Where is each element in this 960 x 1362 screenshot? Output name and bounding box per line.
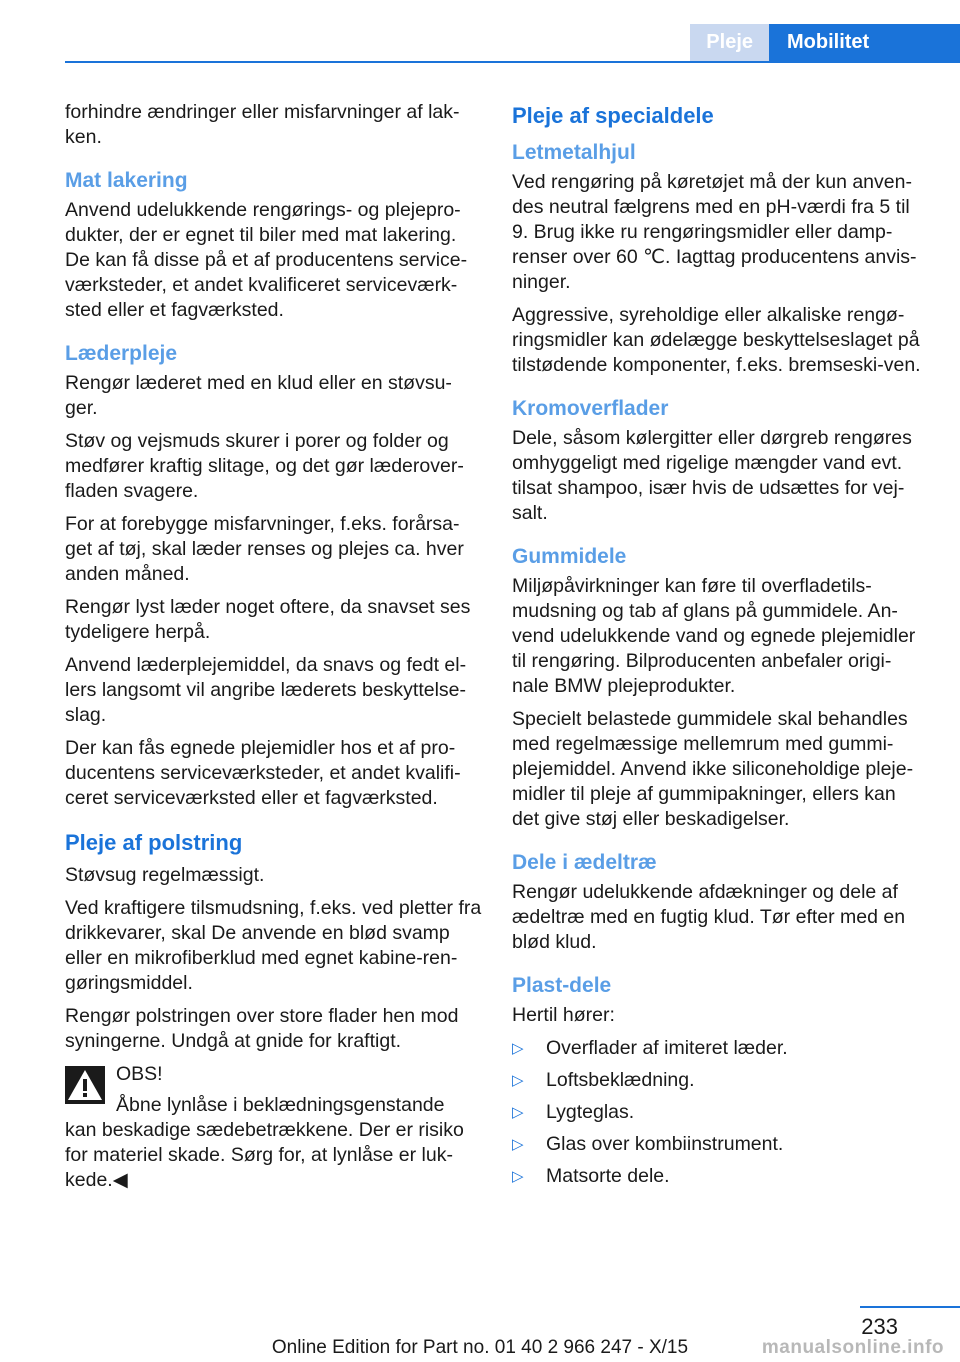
page-number: 233 [861, 1314, 898, 1339]
footer-edition-text: Online Edition for Part no. 01 40 2 966 247 - X/15 [271, 1337, 689, 1358]
header-rule [65, 61, 960, 63]
letmetal-paragraph-2: Aggressive, syreholdige eller alkaliske rengø-ringsmidler kan ødelægge beskyttelseslaget på tilstødende komponenter, f.eks. bremseski-ven. [512, 304, 921, 376]
triangle-bullet-icon: ▷ [512, 1104, 524, 1121]
left-column [65, 100, 483, 1201]
list-item: ▷ Matsorte dele. [512, 1165, 670, 1187]
triangle-bullet-icon: ▷ [512, 1072, 524, 1089]
laeder-paragraph-5: Anvend læderplejemiddel, da snavs og fedt el-lers langsomt vil angribe læderets beskyttelse-slag. [65, 654, 467, 726]
laeder-paragraph-4: Rengør lyst læder noget oftere, da snavset ses tydeligere herpå. [65, 596, 471, 643]
header-tabs [690, 24, 960, 61]
list-item: ▷ Loftsbeklædning. [512, 1069, 695, 1091]
right-column [512, 100, 927, 1196]
heading-pleje-af-polstring: Pleje af polstring [65, 830, 243, 855]
tab-pleje[interactable]: Pleje [690, 24, 769, 61]
warning-first-line: Åbne lynlåse i beklædningsgenstande [116, 1094, 445, 1116]
warning-triangle-icon [65, 1066, 105, 1104]
warning-title: OBS! [116, 1063, 163, 1085]
laeder-paragraph-2: Støv og vejsmuds skurer i porer og folder og medfører kraftig slitage, og det gør læderover-fladen svagere. [65, 430, 464, 502]
warning-text: kan beskadige sædebetrækkene. Der er risiko for materiel skade. Sørg for, at lynlåse er luk-kede.◀ [65, 1119, 464, 1191]
intro-paragraph: forhindre ændringer eller misfarvninger af lak-ken. [65, 101, 460, 148]
laeder-paragraph-6: Der kan fås egnede plejemidler hos et af pro-ducentens serviceværksteder, et andet kvalifi-ceret serviceværksted eller et fagværksted. [65, 737, 461, 809]
watermark: manualsonline.info [761, 1337, 944, 1358]
heading-kromoverflader: Kromoverflader [512, 397, 669, 420]
gummi-paragraph-2: Specielt belastede gummidele skal behandles med regelmæssige mellemrum med gummi-plejemiddel. Anvend ikke siliconeholdige pleje-midler til pleje af gummipakninger, ellers kan det give støj eller beskadigelser. [512, 708, 914, 830]
letmetal-paragraph-1: Ved rengøring på køretøjet må der kun anven-des neutral fælgrens med en pH-værdi fra 5 til 9. Brug ikke ru rengøringsmidler eller damp-renser over 60 ℃. Iagttag producentens anvis-ninger. [512, 171, 917, 293]
heading-plast-dele: Plast-dele [512, 974, 612, 997]
list-item: ▷ Glas over kombiinstrument. [512, 1133, 784, 1155]
gummi-paragraph-1: Miljøpåvirkninger kan føre til overfladetils-mudsning og tab af glans på gummidele. An-vend udelukkende vand og egnede plejemidler til rengøring. Bilproducenten anbefaler origi-nale BMW plejeprodukter. [512, 575, 916, 697]
page-number-rule [860, 1306, 960, 1308]
heading-pleje-af-specialdele: Pleje af specialdele [512, 103, 714, 128]
tab-mobilitet[interactable]: Mobilitet [769, 24, 960, 61]
heading-mat-lakering: Mat lakering [65, 169, 188, 192]
polstring-paragraph-3: Rengør polstringen over store flader hen mod syningerne. Undgå at gnide for kraftigt. [65, 1005, 459, 1052]
polstring-paragraph-2: Ved kraftigere tilsmudsning, f.eks. ved pletter fra drikkevarer, skal De anvende en blød svamp eller en mikrofiberklud med egnet kabine-ren-gøringsmiddel. [65, 897, 482, 994]
plast-paragraph: Hertil hører: [512, 1004, 615, 1026]
triangle-bullet-icon: ▷ [512, 1136, 524, 1153]
heading-letmetalhjul: Letmetalhjul [512, 141, 636, 164]
plast-list [512, 1036, 927, 1189]
krom-paragraph: Dele, såsom kølergitter eller dørgreb rengøres omhyggeligt med rigelige mængder vand evt. tilsat shampoo, især hvis de udsættes for vej-salt. [512, 427, 912, 524]
heading-dele-i-aedeltrae: Dele i ædeltræ [512, 851, 657, 874]
mat-paragraph: Anvend udelukkende rengørings- og plejepro-dukter, der er egnet til biler med mat lakering. De kan få disse på et af producentens service-værksteder, et andet kvalificeret serviceværk-sted eller et fagværksted. [65, 199, 468, 321]
laeder-paragraph-3: For at forebygge misfarvninger, f.eks. forårsa-get af tøj, skal læder renses og plejes ca. hver anden måned. [65, 513, 464, 585]
aedeltrae-paragraph: Rengør udelukkende afdækninger og dele af ædeltræ med en fugtig klud. Tør efter med en blød klud. [512, 881, 906, 953]
list-item: ▷ Lygteglas. [512, 1101, 635, 1123]
heading-gummidele: Gummidele [512, 545, 627, 568]
triangle-bullet-icon: ▷ [512, 1168, 524, 1185]
polstring-paragraph-1: Støvsug regelmæssigt. [65, 864, 265, 886]
list-item: ▷ Overflader af imiteret læder. [512, 1037, 788, 1059]
warning-box [65, 1062, 483, 1193]
heading-laederpleje: Læderpleje [65, 342, 178, 365]
triangle-bullet-icon: ▷ [512, 1040, 524, 1057]
laeder-paragraph-1: Rengør læderet med en klud eller en støvsu-ger. [65, 372, 452, 419]
